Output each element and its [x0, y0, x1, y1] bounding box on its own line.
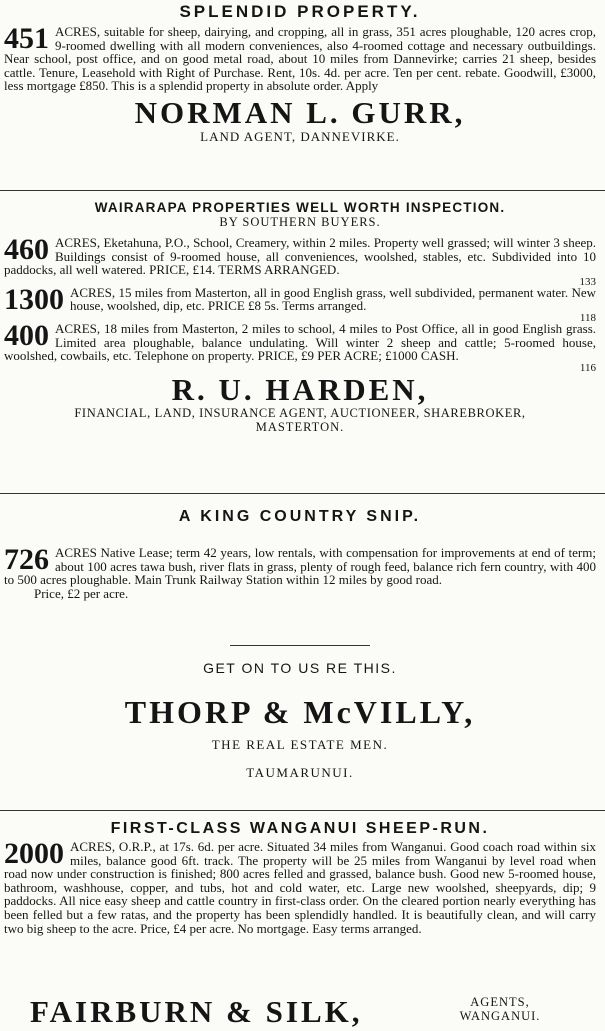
ad-body [4, 543, 596, 588]
agent-name: NORMAN L. GURR, [134, 94, 466, 130]
ad-heading: WAIRARAPA PROPERTIES WELL WORTH INSPECTION. [94, 200, 506, 215]
ad-text: ACRES, O.R.P., at 17s. 6d. per acre. Situated 34 miles from Wanganui. Good coach road within six miles, balance good 6ft. track. The property will be 25 miles from Wanganui by level road when road now under construction is finished; 800 acres felled and grassed, balance bush. Good new 5-roomed house, bathroom, washhouse, copper, and tubs, hot and cold water, etc. Large new woolshed, sheepyards, dip; 9 paddocks. All nice easy sheep and cattle country in first-class order. On the cleared portion nearly everything has been felled but a few ratas, and the property has been splendidly handled. It is beautifully clean, and will carry two big sheep to the acre. Price, £4 per acre. No mortgage. Easy terms arranged. [4, 839, 596, 936]
agent-name: FAIRBURN & SILK, [30, 994, 363, 1029]
ad-heading: FIRST-CLASS WANGANUI SHEEP-RUN. [110, 820, 490, 837]
agent-footer [0, 994, 605, 1028]
listing [4, 318, 596, 374]
acreage-number: 400 [4, 318, 49, 352]
listing-text: ACRES, Eketahuna, P.O., School, Creamery, within 2 miles. Property well grassed; will winter 3 sheep. Buildings consist of 9-roomed house, all conveniences, woolshed, stables, etc. Subdivided into 10 paddocks, all well watered. PRICE, £14. TERMS ARRANGED. [4, 235, 596, 278]
ad-heading: A KING COUNTRY SNIP. [178, 508, 422, 525]
acreage-number: 451 [4, 22, 49, 55]
listing-ref: 133 [579, 275, 596, 288]
ad-price: Price, £2 per acre. [34, 585, 129, 601]
listing-text: ACRES, 15 miles from Masterton, all in good English grass, well subdivided, permanent water. New house, woolshed, dip, etc. PRICE £8 5s. Terms arranged. [70, 284, 596, 314]
call-to-action: GET ON TO US RE THIS. [203, 660, 397, 676]
agent-subtitle: LAND AGENT, DANNEVIRKE. [200, 128, 400, 144]
acreage-number: 726 [4, 543, 49, 576]
ad-king-country-snip [4, 508, 596, 600]
agent-town: MASTERTON. [255, 419, 345, 434]
acreage-number: 460 [4, 233, 49, 266]
agent-name: THORP & McVILLY, [124, 694, 476, 730]
listing-ref: 118 [579, 311, 596, 324]
ad-body [4, 22, 596, 94]
agent-name: R. U. HARDEN, [171, 371, 429, 407]
ad-heading: SPLENDID PROPERTY. [179, 2, 421, 21]
ad-subheading: BY SOUTHERN BUYERS. [219, 215, 381, 229]
acreage-number: 1300 [4, 282, 64, 316]
listing [4, 233, 596, 288]
listing-text: ACRES, 18 miles from Masterton, 2 miles to school, 4 miles to Post Office, all in good English grass. Limited area ploughable, balance undulating. Will winter 2 sheep and cattle; 5-roomed house, woolshed, cowbails, etc. Telephone on property. PRICE, £9 PER ACRE; £1000 CASH. [4, 320, 596, 364]
short-divider [230, 645, 370, 646]
ad-king-country-agent [4, 660, 596, 781]
ad-splendid-property [4, 2, 596, 145]
agent-town: WANGANUI. [459, 1009, 541, 1023]
divider [0, 190, 605, 191]
agent-town: TAUMARUNUI. [246, 765, 354, 780]
acreage-number: 2000 [4, 837, 64, 870]
agent-subtitle: FINANCIAL, LAND, INSURANCE AGENT, AUCTIONEER, SHAREBROKER, [74, 405, 526, 420]
divider [0, 810, 605, 811]
listing-ref: 116 [579, 361, 596, 374]
ad-wanganui-sheep-run [4, 820, 596, 935]
ad-text: ACRES Native Lease; term 42 years, low rentals, with compensation for improvements at end of term; about 100 acres tawa bush, river flats in grass, plenty of rough feed, balance rich fern country, with 400 to 500 acres ploughable. Main Trunk Railway Station within 12 miles by good road. [4, 545, 596, 588]
divider [0, 493, 605, 494]
agent-role: AGENTS, [470, 995, 530, 1009]
agent-tagline: THE REAL ESTATE MEN. [211, 737, 389, 752]
ad-wairarapa-properties [4, 200, 596, 435]
ad-text: ACRES, suitable for sheep, dairying, and cropping, all in grass, 351 acres ploughable, 120 acres crop, 9-roomed dwelling with all modern conveniences, also 4-roomed cottage and necessary outbuildings. Near school, post office, and on good metal road, about 10 miles from Dannevirke; carries 21 sheep, besides cattle. Tenure, Leasehold with Right of Purchase. Rent, 10s. 4d. per acre. Ten per cent. rebate. Goodwill, £3000, less mortgage £850. This is a splendid property in absolute order. Apply [4, 24, 596, 94]
ad-body [4, 837, 596, 936]
listing [4, 282, 596, 324]
